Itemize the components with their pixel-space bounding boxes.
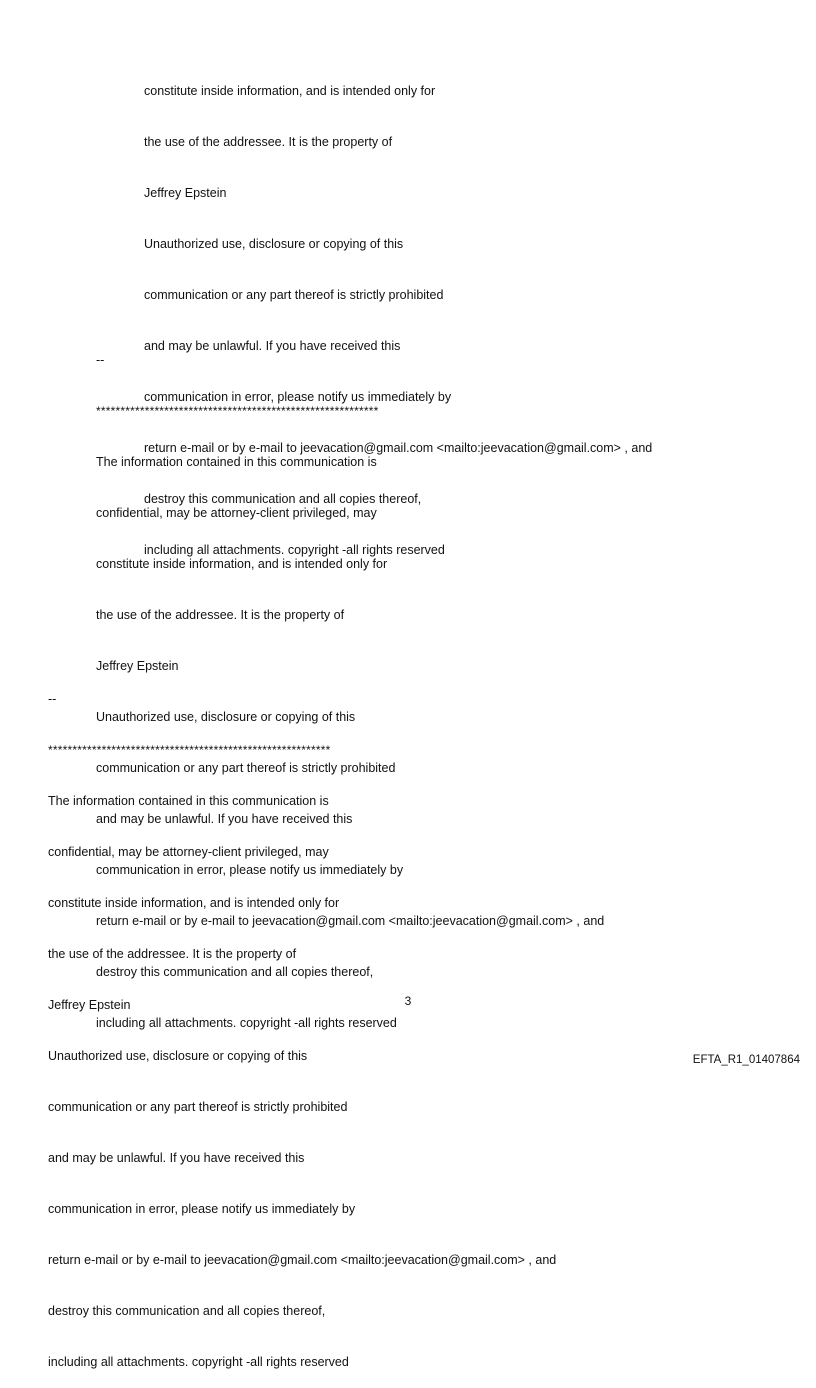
- disclaimer-line: the use of the addressee. It is the property of: [48, 947, 297, 961]
- disclaimer-line: and may be unlawful. If you have received this: [144, 339, 401, 353]
- disclaimer-line: including all attachments. copyright -all rights reserved: [48, 1355, 349, 1369]
- disclaimer-line: communication in error, please notify us immediately by: [48, 1202, 356, 1216]
- disclaimer-line: confidential, may be attorney-client privileged, may: [48, 845, 329, 859]
- disclaimer-line: constitute inside information, and is intended only for: [96, 557, 388, 571]
- disclaimer-line: destroy this communication and all copies thereof,: [48, 1304, 326, 1318]
- signature-separator: --: [48, 692, 57, 706]
- disclaimer-line: Jeffrey Epstein: [96, 659, 179, 673]
- disclaimer-line: confidential, may be attorney-client privileged, may: [96, 506, 377, 520]
- disclaimer-line: return e-mail or by e-mail to jeevacation@gmail.com <mailto:jeevacation@gmail.com> , and: [144, 441, 653, 455]
- disclaimer-line: communication in error, please notify us immediately by: [144, 390, 452, 404]
- disclaimer-line: communication or any part thereof is strictly prohibited: [96, 761, 396, 775]
- disclaimer-line: including all attachments. copyright -all rights reserved: [144, 543, 445, 557]
- disclaimer-line: Jeffrey Epstein: [144, 186, 227, 200]
- disclaimer-line: Jeffrey Epstein: [48, 998, 131, 1012]
- disclaimer-line: constitute inside information, and is intended only for: [144, 84, 436, 98]
- asterisk-divider: **********************************************************: [96, 404, 379, 418]
- disclaimer-line: The information contained in this communication is: [48, 794, 329, 808]
- document-id-stamp: EFTA_R1_01407864: [692, 1054, 800, 1066]
- disclaimer-line: return e-mail or by e-mail to jeevacation@gmail.com <mailto:jeevacation@gmail.com> , and: [48, 1253, 557, 1267]
- disclaimer-line: return e-mail or by e-mail to jeevacation@gmail.com <mailto:jeevacation@gmail.com> , and: [96, 914, 605, 928]
- disclaimer-line: and may be unlawful. If you have received this: [96, 812, 353, 826]
- disclaimer-line: Unauthorized use, disclosure or copying of this: [48, 1049, 308, 1063]
- disclaimer-line: destroy this communication and all copies thereof,: [96, 965, 374, 979]
- asterisk-divider: **********************************************************: [48, 743, 331, 757]
- disclaimer-line: the use of the addressee. It is the property of: [96, 608, 345, 622]
- disclaimer-line: communication or any part thereof is strictly prohibited: [144, 288, 444, 302]
- page-number: 3: [404, 994, 412, 1008]
- disclaimer-line: the use of the addressee. It is the property of: [144, 135, 393, 149]
- disclaimer-line: Unauthorized use, disclosure or copying of this: [144, 237, 404, 251]
- disclaimer-line: destroy this communication and all copies thereof,: [144, 492, 422, 506]
- disclaimer-line: Unauthorized use, disclosure or copying of this: [96, 710, 356, 724]
- signature-separator: --: [96, 353, 105, 367]
- disclaimer-line: including all attachments. copyright -all rights reserved: [96, 1016, 397, 1030]
- disclaimer-line: communication in error, please notify us immediately by: [96, 863, 404, 877]
- disclaimer-line: constitute inside information, and is intended only for: [48, 896, 340, 910]
- disclaimer-line: and may be unlawful. If you have received this: [48, 1151, 305, 1165]
- disclaimer-line: communication or any part thereof is strictly prohibited: [48, 1100, 348, 1114]
- disclaimer-block-3: [48, 657, 556, 1388]
- disclaimer-line: The information contained in this communication is: [96, 455, 377, 469]
